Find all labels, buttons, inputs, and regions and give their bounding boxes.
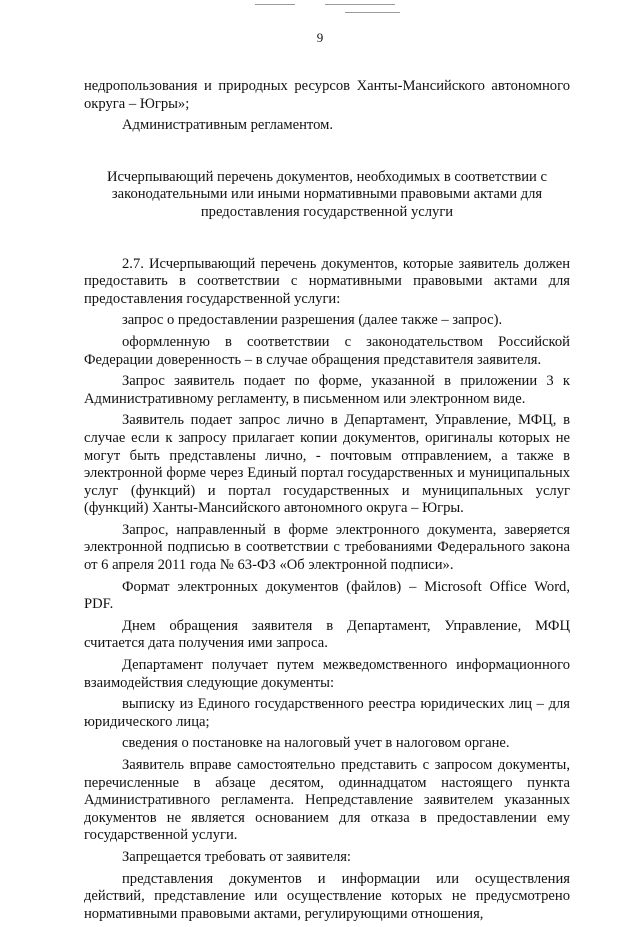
page-number: 9 bbox=[316, 30, 324, 45]
intro-paragraph: Административным регламентом. bbox=[122, 117, 334, 134]
scan-artifact-line bbox=[345, 12, 400, 13]
document-body bbox=[84, 78, 570, 927]
paragraph: Департамент получает путем межведомственного информационного взаимодействия следующие документы: bbox=[84, 657, 570, 691]
paragraph: Запрос заявитель подает по форме, указанной в приложении 3 к Административному регламенту, в письменном или электронном виде. bbox=[84, 373, 570, 407]
paragraph: 2.7. Исчерпывающий перечень документов, которые заявитель должен предоставить в соответствии с нормативными правовыми актами для предоставления государственной услуги: bbox=[84, 255, 570, 307]
intro-paragraph: недропользования и природных ресурсов Ханты-Мансийского автономного округа – Югры»; bbox=[84, 78, 570, 112]
scan-artifact-line bbox=[255, 4, 295, 5]
paragraph: запрос о предоставлении разрешения (далее также – запрос). bbox=[122, 312, 503, 329]
paragraph: Заявитель вправе самостоятельно представить с запросом документы, перечисленные в абзаце десятом, одиннадцатом настоящего пункта Административного регламента. Непредставление заявителем указанных документов не является основанием для отказа в предоставлении ему государственной услуги. bbox=[84, 757, 570, 844]
paragraph: Формат электронных документов (файлов) – Microsoft Office Word, PDF. bbox=[84, 578, 570, 613]
paragraph: Запрещается требовать от заявителя: bbox=[122, 848, 351, 865]
paragraph: Днем обращения заявителя в Департамент, Управление, МФЦ считается дата получения ими запроса. bbox=[84, 617, 570, 652]
paragraph: оформленную в соответствии с законодательством Российской Федерации доверенность – в случае обращения представителя заявителя. bbox=[84, 333, 570, 368]
section-heading: Исчерпывающий перечень документов, необходимых в соответствии с законодательными или иными нормативными правовыми актами для предоставления государственной услуги bbox=[107, 168, 547, 220]
scan-artifact-line bbox=[325, 4, 395, 5]
paragraph: Запрос, направленный в форме электронного документа, заверяется электронной подписью в соответствии с требованиями Федерального закона от 6 апреля 2011 года № 63-ФЗ «Об электронной подписи». bbox=[84, 521, 570, 574]
paragraph: представления документов и информации или осуществления действий, представление или осуществление которых не предусмотрено нормативными правовыми актами, регулирующими отношения, bbox=[84, 870, 570, 922]
paragraph: Заявитель подает запрос лично в Департамент, Управление, МФЦ, в случае если к запросу прилагает копии документов, оригиналы которых не могут быть представлены лично, - почтовым отправлением, а также в электронной форме через Единый портал государственных и муниципальных услуг (функций) и портал государственных и муниципальных услуг (функций) Ханты-Мансийского автономного округа – Югры. bbox=[84, 412, 570, 517]
paragraph: выписку из Единого государственного реестра юридических лиц – для юридического лица; bbox=[84, 696, 570, 730]
paragraph: сведения о постановке на налоговый учет в налоговом органе. bbox=[122, 735, 510, 752]
